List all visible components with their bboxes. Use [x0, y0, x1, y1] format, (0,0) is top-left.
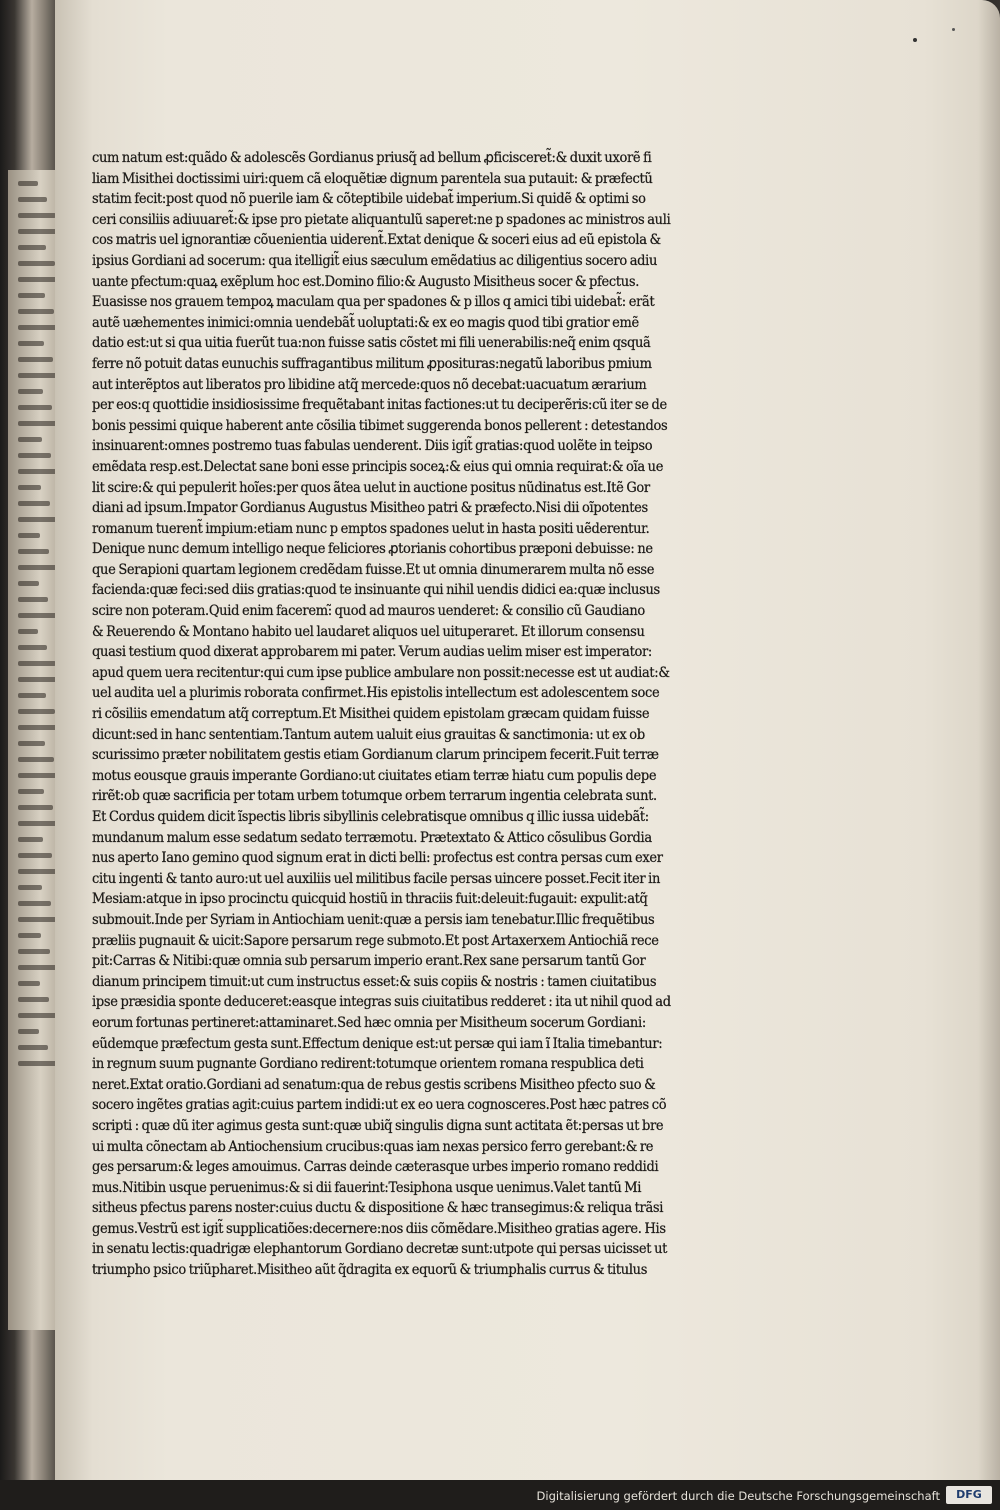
- text-line: facienda:quæ feci:sed diis gratias:quod te insinuante qui nihil uendis didici ea:quæ inclusus: [92, 582, 660, 599]
- facing-page-text-fragment: [18, 453, 51, 458]
- page-edge-shadow: [978, 0, 1000, 1480]
- facing-page-text-fragment: [18, 405, 52, 410]
- facing-page-text-fragment: [18, 309, 54, 314]
- text-line: gemus.Vestrũ est igit̃ supplicatiões:decernere:nos diis cõmẽdare.Misitheo gratias agere. His: [92, 1220, 666, 1237]
- facing-page-text-fragment: [18, 197, 47, 202]
- text-line: motus eousque grauis imperante Gordiano:ut ciuitates etiam terræ hiatu cum populis depe: [92, 767, 657, 784]
- text-line: ipse præsidia sponte deduceret:easque integras suis ciuitatibus redderet : ita ut nihil quod ad: [92, 994, 671, 1011]
- left-page-edge: [8, 170, 62, 1330]
- text-line: ges persarum:& leges amouimus. Carras deinde cæterasque urbes imperio romano reddidi: [92, 1159, 659, 1176]
- text-line: ui multa cõnectam ab Antiochensium crucibus:quas iam nexas persico ferro gerebant:& re: [92, 1138, 654, 1155]
- facing-page-text-fragment: [18, 261, 55, 266]
- facing-page-text-fragment: [18, 389, 43, 394]
- ink-spot: [913, 38, 917, 42]
- text-line: scurissimo præter nobilitatem gestis etiam Gordianum clarum principem fecerit.Fuit terræ: [92, 747, 659, 764]
- facing-page-text-fragment: [18, 981, 40, 986]
- facing-page-text-fragment: [18, 885, 42, 890]
- text-line: præliis pugnauit & uicit:Sapore persarum rege submoto.Et post Artaxerxem Antiochiã rece: [92, 932, 659, 949]
- text-line: romanum tuerent̃ impium:etiam nunc p emptos spadones uelut in hasta positi uẽderentur.: [92, 520, 650, 537]
- text-line: ferre nõ potuit datas eunuchis suffragantibus militum ꝓposituras:negatũ laboribus pmium: [92, 355, 652, 372]
- facing-page-text-fragment: [18, 517, 59, 522]
- text-line: dicunt:sed in hanc sententiam.Tantum autem ualuit eius grauitas & sanctimonia: ut ex ob: [92, 726, 645, 743]
- facing-page-text-fragment: [18, 965, 59, 970]
- text-line: triumpho psico triũpharet.Misitheo aũt q̃dragita ex equorũ & triumphalis currus & titulus: [92, 1262, 648, 1279]
- text-line: aut interẽptos aut liberatos pro libidine atq̃ mercede:quos nõ decebat:uacuatum ærarium: [92, 376, 647, 393]
- facing-page-text-fragment: [18, 341, 44, 346]
- facing-page-text-fragment: [18, 789, 44, 794]
- text-line: diani ad ipsum.Impator Gordianus Augustus Misitheo patri & præfecto.Nisi dii oĩpotentes: [92, 500, 648, 517]
- facing-page-text-fragment: [18, 1045, 48, 1050]
- text-line: citu ingenti & tanto auro:ut uel auxiliis uel militibus facile persas uincere posset.Fecit iter in: [92, 870, 661, 887]
- text-line: Et Cordus quidem dicit ĩspectis libris sibyllinis celebratisque omnibus q illic iussa uidebãt̃:: [92, 809, 649, 825]
- facing-page-text-fragment: [18, 661, 56, 666]
- text-line: rirẽt:ob quæ sacrificia per totam urbem totumque orbem terrarum ingentia celebrata sunt.: [92, 788, 657, 805]
- facing-page-text-fragment: [18, 213, 56, 218]
- facing-page-text-fragment: [18, 709, 55, 714]
- text-line: statim fecit:post quod nõ puerile iam & cõteptibile uidebat̃ imperium.Si quidẽ & optimi so: [92, 191, 646, 208]
- text-line: socero ingẽtes gratias agit:cuius partem indidi:ut ex eo uera cognosceres.Post hæc patres cõ: [92, 1097, 667, 1114]
- text-line: mus.Nitibin usque peruenimus:& si dii fauerint:Tesiphona usque uenimus.Valet tantũ Mi: [92, 1179, 642, 1196]
- text-line: que Serapioni quartam legionem credẽdam fuisse.Et ut omnia dinumerarem multa nõ esse: [92, 561, 655, 578]
- facing-page-text-fragment: [18, 469, 60, 474]
- text-line: nus aperto Iano gemino quod signum erat in dicti belli: profectus est contra persas cum exer: [92, 850, 663, 867]
- facing-page-text-fragment: [18, 693, 46, 698]
- text-line: eũdemque præfectum gesta sunt.Effectum denique est:ut persæ qui iam ĩ Italia timebantur:: [92, 1035, 663, 1052]
- facing-page-text-fragment: [18, 741, 45, 746]
- text-line: per eos:q quottidie insidiosissime frequẽtabant initas factiones:ut tu deciperẽris:cũ iter se de: [92, 397, 667, 414]
- text-line: in regnum suum pugnante Gordiano redirent:totumque orientem romana respublica deti: [92, 1056, 644, 1073]
- text-line: datio est:ut si qua uitia fuerũt tua:non fuisse satis cõstet mi fili uenerabilis:neq̃ enim qsquã: [92, 335, 651, 352]
- text-line: uante pfectum:quaꝝ exẽplum hoc est.Domino filio:& Augusto Misitheus socer & pfectus.: [92, 273, 640, 290]
- facing-page-text-fragment: [18, 549, 49, 554]
- text-line: eorum fortunas pertineret:attaminaret.Sed hæc omnia per Misitheum socerum Gordiani:: [92, 1014, 646, 1031]
- text-line: mundanum malum esse sedatum sedato terræmotu. Prætextato & Attico cõsulibus Gordia: [92, 829, 652, 846]
- facing-page-text-fragment: [18, 1013, 58, 1018]
- facing-page-text-fragment: [18, 629, 38, 634]
- text-line: submouit.Inde per Syriam in Antiochiam uenit:quæ a persis iam tenebatur.Illic frequẽtibus: [92, 911, 655, 928]
- text-line: insinuarent:omnes postremo tuas fabulas uenderent. Diis igit̃ gratias:quod uolẽte in teipso: [92, 438, 653, 455]
- text-line: apud quem uera recitentur:qui cum ipse publice ambulare non possit:necesse est ut audiat:&: [92, 664, 670, 681]
- facing-page-text-fragment: [18, 917, 60, 922]
- text-line: bonis pessimi quique haberent ante cõsilia tibimet suggerenda bonos pellerent : detestandos: [92, 417, 668, 434]
- text-column: [92, 148, 782, 1281]
- text-line: ipsius Gordiani ad socerum: qua itelligit̃ eius sæculum emẽdatius ac diligentius socero adiu: [92, 252, 658, 269]
- text-line: liam Misithei doctissimi uiri:quem cã eloquẽtiæ dignum parentela sua putauit: & præfectũ: [92, 170, 653, 187]
- facing-page-text-fragment: [18, 805, 53, 810]
- text-line: scripti : quæ dũ iter agimus gesta sunt:quæ ubiq̃ singulis digna sunt actitata ẽt:persas ut bre: [92, 1117, 664, 1134]
- facing-page-text-fragment: [18, 837, 43, 842]
- facing-page-text-fragment: [18, 645, 47, 650]
- facing-page-text-fragment: [18, 181, 38, 186]
- facing-page-text-fragment: [18, 501, 50, 506]
- facing-page-text-fragment: [18, 533, 40, 538]
- text-line: & Reuerendo & Montano habito uel laudaret aliquos uel uituperaret. Et illorum consensu: [92, 623, 645, 640]
- facing-page-text-fragment: [18, 853, 52, 858]
- footer-credit: Digitalisierung gefördert durch die Deutsche Forschungsgemeinschaft: [536, 1489, 940, 1503]
- facing-page-text-fragment: [18, 933, 41, 938]
- facing-page-text-fragment: [18, 293, 45, 298]
- text-line: quasi testium quod dixerat approbarem mi pater. Verum audias uelim miser est imperator:: [92, 644, 652, 661]
- text-line: in senatu lectis:quadrigæ elephantorum Gordiano decretæ sunt:utpote qui persas uicisset ut: [92, 1241, 668, 1258]
- facing-page-text-fragment: [18, 949, 50, 954]
- text-line: ceri consiliis adiuuaret̃:& ipse pro pietate aliquantulũ saperet:ne p spadones ac ministros auli: [92, 211, 671, 228]
- text-line: ri cõsiliis emendatum atq̃ correptum.Et Misithei quidem epistolam græcam quidam fuisse: [92, 706, 650, 723]
- dfg-logo: DFG: [946, 1486, 992, 1504]
- ink-spot: [952, 28, 955, 31]
- facing-page-text-fragment: [18, 613, 57, 618]
- facing-page-text-fragment: [18, 1061, 57, 1066]
- facing-page-text-fragment: [18, 565, 58, 570]
- text-line: Denique nunc demum intelligo neque feliciores ꝓtorianis cohortibus præponi debuisse: ne: [92, 541, 653, 558]
- facing-page-text-fragment: [18, 245, 46, 250]
- facing-page-text-fragment: [18, 901, 51, 906]
- text-line: Mesiam:atque in ipso procinctu quicquid hostiũ in thraciis fuit:deleuit:fugauit: expulit:atq̃: [92, 891, 648, 908]
- facing-page-text-fragment: [18, 1029, 39, 1034]
- facing-page-text-fragment: [18, 485, 41, 490]
- text-line: neret.Extat oratio.Gordiani ad senatum:qua de rebus gestis scribens Misitheo pfecto suo &: [92, 1076, 656, 1093]
- text-line: scire non poteram.Quid enim facerem:̃ quod ad mauros uenderet: & consilio cũ Gaudiano: [92, 603, 645, 620]
- facing-page-text-fragment: [18, 997, 49, 1002]
- text-line: cos matris uel ignorantiæ cõuenientia uiderent̃.Extat denique & soceri eius ad eũ epistola &: [92, 232, 661, 249]
- text-line: sitheus pfectus parens noster:cuius ductu & dispositione & hæc transegimus:& reliqua trãsi: [92, 1200, 664, 1217]
- facing-page-text-fragment: [18, 581, 39, 586]
- text-line: dianum principem timuit:ut cum instructus esset:& suis copiis & nostris : tamen ciuitatibus: [92, 973, 657, 990]
- text-line: lit scire:& qui pepulerit hoĩes:per quos ãtea uelut in auctione positus nũdinatus est.Itẽ Gor: [92, 479, 650, 496]
- facing-page-text-fragment: [18, 357, 53, 362]
- facing-page-text-fragment: [18, 597, 48, 602]
- text-line: autẽ uæhementes inimici:omnia uendebãt̃ uoluptati:& ex eo magis quod tibi gratior emẽ: [92, 314, 639, 331]
- text-line: pit:Carras & Nitibi:quæ omnia sub persarum imperio erant.Rex sane persarum tantũ Gor: [92, 953, 646, 970]
- text-line: cum natum est:quãdo & adolescẽs Gordianus priusq̃ ad bellum ꝓficisceret̃:& duxit uxorẽ fi: [92, 150, 652, 166]
- facing-page-text-fragment: [18, 757, 54, 762]
- facing-page-text-fragment: [18, 437, 42, 442]
- text-line: emẽdata resp.est.Delectat sane boni esse principis soceꝝ:& eius qui omnia requirat:& oĩa ue: [92, 458, 664, 475]
- text-line: Euasisse nos grauem tempoꝝ maculam qua per spadones & p illos q amici tibi uidebat̃: erãt: [92, 294, 655, 311]
- text-line: uel audita uel a plurimis roborata confirmet.His epistolis intellectum est adolescentem soce: [92, 685, 660, 702]
